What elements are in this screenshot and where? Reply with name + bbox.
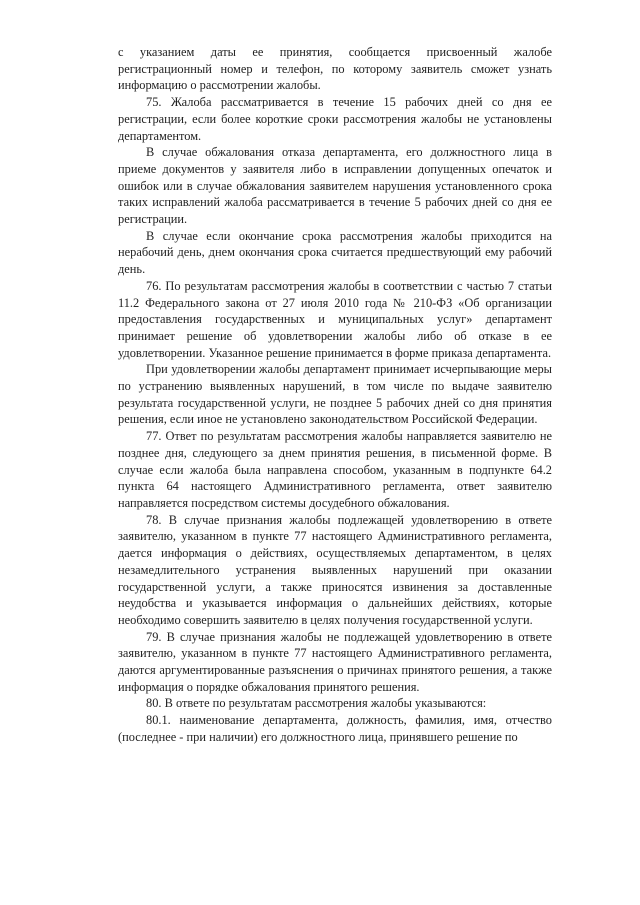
- paragraph-78: 78. В случае признания жалобы подлежащей удовлетворению в ответе заявителю, указанном в пункте 77 настоящего Административного регламента, дается информация о действиях, осуществляемых департаментом, в целях незамедлительного устранения выявленных нарушений при оказании государственной услуги, а также приносятся извинения за доставленные неудобства и указывается информация о дальнейших действиях, которые необходимо совершить заявителю в целях получения государственной услуги.: [118, 512, 552, 627]
- document-body: [118, 44, 552, 746]
- paragraph-76-satisfaction: При удовлетворении жалобы департамент принимает исчерпывающие меры по устранению выявленных нарушений, в том числе по выдаче заявителю результата государственной услуги, не позднее 5 рабочих дней со дня принятия решения, если иное не установлено законодательством Российской Федерации.: [118, 362, 552, 427]
- paragraph-77: 77. Ответ по результатам рассмотрения жалобы направляется заявителю не позднее дня, следующего за днем принятия решения, в письменной форме. В случае если жалоба была направлена способом, указанным в подпункте 64.2 пункта 64 настоящего Административного регламента, ответ заявителю направляется посредством системы досудебного обжалования.: [118, 429, 552, 510]
- paragraph-76: 76. По результатам рассмотрения жалобы в соответствии с частью 7 статьи 11.2 Федерального закона от 27 июля 2010 года № 210-ФЗ «Об организации предоставления государственных и муниципальных услуг» департамент принимает решение об удовлетворении жалобы либо об отказе в ее удовлетворении. Указанное решение принимается в форме приказа департамента.: [118, 278, 552, 360]
- paragraph-80-1: 80.1. наименование департамента, должность, фамилия, имя, отчество (последнее - при наличии) его должностного лица, принявшего решение по: [118, 713, 552, 744]
- paragraph-80: 80. В ответе по результатам рассмотрения жалобы указываются:: [146, 696, 487, 711]
- paragraph-75-refusal: В случае обжалования отказа департамента, его должностного лица в приеме документов у заявителя либо в исправлении допущенных опечаток и ошибок или в случае обжалования заявителем нарушения установленного срока таких исправлений жалоба рассматривается в течение 5 рабочих дней со дня ее регистрации.: [118, 145, 552, 227]
- paragraph-continuation: с указанием даты ее принятия, сообщается присвоенный жалобе регистрационный номер и телефон, по которому заявитель сможет узнать информацию о рассмотрении жалобы.: [118, 45, 552, 93]
- paragraph-79: 79. В случае признания жалобы не подлежащей удовлетворению в ответе заявителю, указанном в пункте 77 настоящего Административного регламента, даются аргументированные разъяснения о причинах принятого решения, а также информация о порядке обжалования принятого решения.: [118, 629, 552, 694]
- paragraph-75: 75. Жалоба рассматривается в течение 15 рабочих дней со дня ее регистрации, если более короткие сроки рассмотрения жалобы не установлены департаментом.: [118, 95, 552, 143]
- paragraph-75-nonworking-day: В случае если окончание срока рассмотрения жалобы приходится на нерабочий день, днем окончания срока считается предшествующий ему рабочий день.: [118, 228, 552, 277]
